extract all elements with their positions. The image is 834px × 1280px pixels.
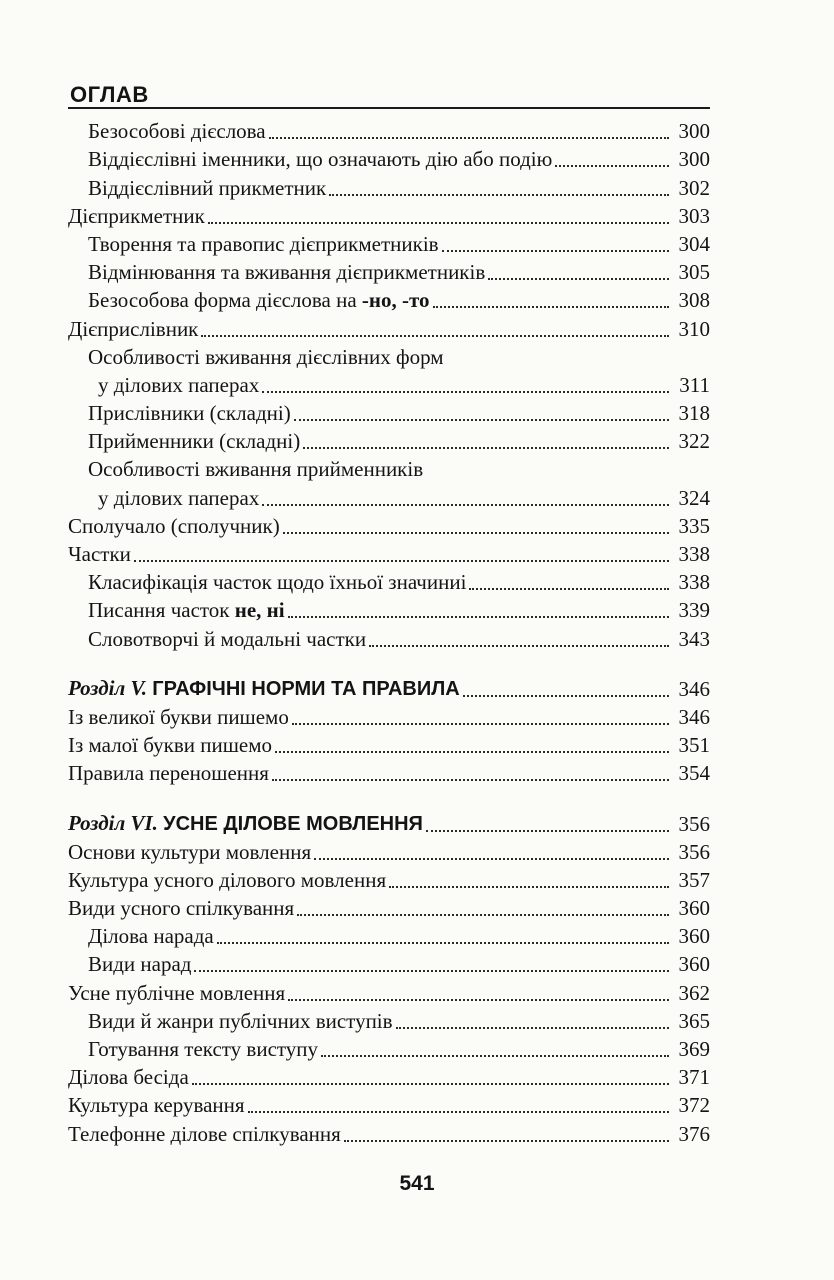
dot-leader <box>442 242 669 252</box>
toc-entry <box>68 702 710 730</box>
toc-entry <box>68 1062 710 1090</box>
toc-entry-title: Культура усного ділового мовлення <box>68 867 387 892</box>
section-label: Розділ VI. <box>68 810 158 835</box>
toc-entry <box>68 229 710 257</box>
toc-entry-page: 351 <box>678 733 710 758</box>
dot-leader <box>262 383 669 393</box>
toc-entry-page: 335 <box>678 513 710 538</box>
toc-entry-title: Із малої букви пишемо <box>68 733 273 758</box>
toc-entry-title: Усне публічне мовлення <box>68 980 286 1005</box>
toc-entry-page: 305 <box>678 260 710 285</box>
toc-entry-page: 324 <box>678 485 710 510</box>
dot-leader <box>297 906 669 916</box>
toc-entry-title: Види й жанри публічних виступів <box>88 1008 393 1033</box>
toc-entry-title: Дієприслівник <box>68 316 199 341</box>
toc-entry-title: Особливості вживання прийменників <box>88 457 424 482</box>
toc-entry-title <box>88 287 430 313</box>
dot-leader <box>262 496 669 506</box>
dot-leader <box>288 608 669 618</box>
toc-entry <box>68 257 710 285</box>
toc-entry <box>68 977 710 1005</box>
dot-leader <box>469 580 669 590</box>
toc-entry <box>68 511 710 539</box>
page-number: 541 <box>399 1172 435 1195</box>
toc-entry-page: 339 <box>678 598 710 623</box>
toc-entry-line1 <box>68 454 710 482</box>
toc-entry <box>68 1006 710 1034</box>
dot-leader <box>192 1075 669 1085</box>
toc-entry-page: 311 <box>679 372 710 397</box>
toc-entry-page: 354 <box>678 761 710 786</box>
toc-entry <box>68 144 710 172</box>
toc-entry-page: 318 <box>678 401 710 426</box>
section-gap <box>68 652 710 674</box>
dot-leader <box>217 934 669 944</box>
toc-entry-title <box>88 597 285 623</box>
section-gap <box>68 786 710 808</box>
dot-leader <box>272 771 669 781</box>
section-name: ГРАФІЧНІ НОРМИ ТА ПРАВИЛА <box>152 677 460 700</box>
dot-leader <box>248 1103 669 1113</box>
dot-leader <box>201 327 669 337</box>
toc-entry-title: Основи культури мовлення <box>68 839 312 864</box>
toc-entry-title: Види нарад <box>88 952 192 977</box>
section-title <box>68 675 460 702</box>
dot-leader <box>329 186 669 196</box>
toc-entry-title: Віддієслівні іменники, що означають дію або подію <box>88 147 553 172</box>
toc-entry <box>68 1118 710 1146</box>
toc-entry-page: 372 <box>678 1093 710 1118</box>
dot-leader <box>194 962 669 972</box>
toc-entry-title: Сполучало (сполучник) <box>68 513 280 538</box>
toc-entry <box>68 285 710 313</box>
toc-entry-page: 304 <box>678 231 710 256</box>
dot-leader <box>294 411 669 421</box>
dot-leader <box>369 637 669 647</box>
toc-entry-line1 <box>68 342 710 370</box>
toc-entry-title: Частки <box>68 542 131 566</box>
dot-leader <box>134 552 669 562</box>
toc-entry <box>68 398 710 426</box>
dot-leader <box>288 991 669 1001</box>
toc-entry-page: 365 <box>678 1008 710 1033</box>
dot-leader <box>488 270 669 280</box>
toc-entry-title-text: Безособова форма дієслова на <box>88 288 362 313</box>
toc-entry <box>68 116 710 144</box>
toc-entry <box>68 313 710 341</box>
toc-entry-page: 300 <box>678 119 710 144</box>
section-heading-vi <box>68 808 710 836</box>
toc-entry-page: 360 <box>678 924 710 949</box>
dot-leader <box>314 850 669 860</box>
toc-entry <box>68 730 710 758</box>
toc-entry-page: 346 <box>678 704 710 729</box>
toc-entry-title: Відмінювання та вживання дієприкметників <box>88 260 486 285</box>
toc-entry <box>68 758 710 786</box>
toc-entry-title-bold: -но, -то <box>361 288 430 313</box>
toc-entry-title: Прийменники (складні) <box>88 429 301 454</box>
toc-entry-title: Словотворчі й модальні частки <box>88 626 367 651</box>
table-of-contents <box>68 116 710 1147</box>
toc-entry <box>68 595 710 623</box>
dot-leader <box>321 1047 669 1057</box>
toc-entry-page: 356 <box>678 811 710 836</box>
toc-entry <box>68 482 710 510</box>
toc-entry-title: Ділова бесіда <box>68 1065 189 1090</box>
toc-entry-page: 343 <box>678 626 710 651</box>
toc-entry-page: 300 <box>678 147 710 172</box>
toc-entry <box>68 426 710 454</box>
dot-leader <box>426 822 669 832</box>
toc-entry-title-text: Писання часток <box>88 598 235 623</box>
toc-entry-title: Телефонне ділове спілкування <box>68 1121 341 1146</box>
toc-entry <box>68 893 710 921</box>
running-header: ОГЛАВ <box>70 82 149 107</box>
toc-entry-page: 371 <box>678 1065 710 1090</box>
dot-leader <box>463 687 669 697</box>
dot-leader <box>555 157 669 167</box>
toc-entry-title: Класифікація часток щодо їхньої значиниі <box>88 570 467 595</box>
toc-entry <box>68 201 710 229</box>
section-title <box>68 810 423 837</box>
section-name: УСНЕ ДІЛОВЕ МОВЛЕННЯ <box>163 812 423 835</box>
toc-entry-title: Віддієслівний прикметник <box>88 175 327 200</box>
toc-entry-page: 308 <box>678 288 710 313</box>
dot-leader <box>344 1132 669 1142</box>
dot-leader <box>208 214 669 224</box>
toc-entry-page: 302 <box>678 175 710 200</box>
toc-entry-title: Із великої букви пишемо <box>68 704 289 729</box>
toc-entry <box>68 623 710 651</box>
toc-entry-title: Безособові дієслова <box>88 119 266 144</box>
toc-entry-page: 360 <box>678 896 710 921</box>
dot-leader <box>283 524 669 534</box>
toc-entry-page: 338 <box>678 570 710 595</box>
toc-entry-page: 360 <box>678 952 710 977</box>
toc-entry <box>68 1034 710 1062</box>
toc-entry-page: 303 <box>678 203 710 228</box>
toc-entry <box>68 370 710 398</box>
dot-leader <box>275 743 669 753</box>
toc-entry-title: Культура керування <box>68 1093 245 1118</box>
toc-entry-title: Ділова нарада <box>88 924 214 949</box>
toc-entry-title: Особливості вживання дієслівних форм <box>88 344 444 369</box>
toc-entry-page: 356 <box>678 839 710 864</box>
dot-leader <box>396 1019 669 1029</box>
section-heading-v <box>68 674 710 702</box>
toc-entry-title: Прислівники (складні) <box>88 401 291 426</box>
toc-entry-page: 376 <box>678 1121 710 1146</box>
toc-entry-page: 322 <box>678 429 710 454</box>
toc-entry <box>68 539 710 567</box>
toc-entry-title: Готування тексту виступу <box>88 1037 319 1061</box>
section-label: Розділ V. <box>68 675 148 700</box>
toc-entry-page: 357 <box>678 867 710 892</box>
toc-entry-title: Види усного спілкування <box>68 896 295 921</box>
toc-entry <box>68 1090 710 1118</box>
dot-leader <box>303 439 669 449</box>
dot-leader <box>269 129 669 139</box>
toc-entry <box>68 949 710 977</box>
toc-entry <box>68 865 710 893</box>
toc-entry <box>68 921 710 949</box>
toc-entry-title: Творення та правопис дієприкметників <box>88 231 439 256</box>
toc-entry-page: 362 <box>678 980 710 1005</box>
toc-entry <box>68 172 710 200</box>
toc-entry <box>68 567 710 595</box>
dot-leader <box>389 878 669 888</box>
dot-leader <box>292 715 669 725</box>
toc-entry-page: 338 <box>678 542 710 566</box>
toc-entry-page: 346 <box>678 676 710 701</box>
toc-entry-page: 369 <box>678 1037 710 1061</box>
toc-entry-title: у ділових паперах <box>98 485 260 510</box>
dot-leader <box>433 298 669 308</box>
toc-entry <box>68 837 710 865</box>
toc-entry-title-bold: не, ні <box>234 598 285 623</box>
header-rule <box>68 107 710 109</box>
toc-entry-title: у ділових паперах <box>98 372 260 397</box>
toc-entry-title: Дієприкметник <box>68 203 205 228</box>
toc-entry-title: Правила переношення <box>68 761 269 786</box>
toc-entry-page: 310 <box>678 316 710 341</box>
